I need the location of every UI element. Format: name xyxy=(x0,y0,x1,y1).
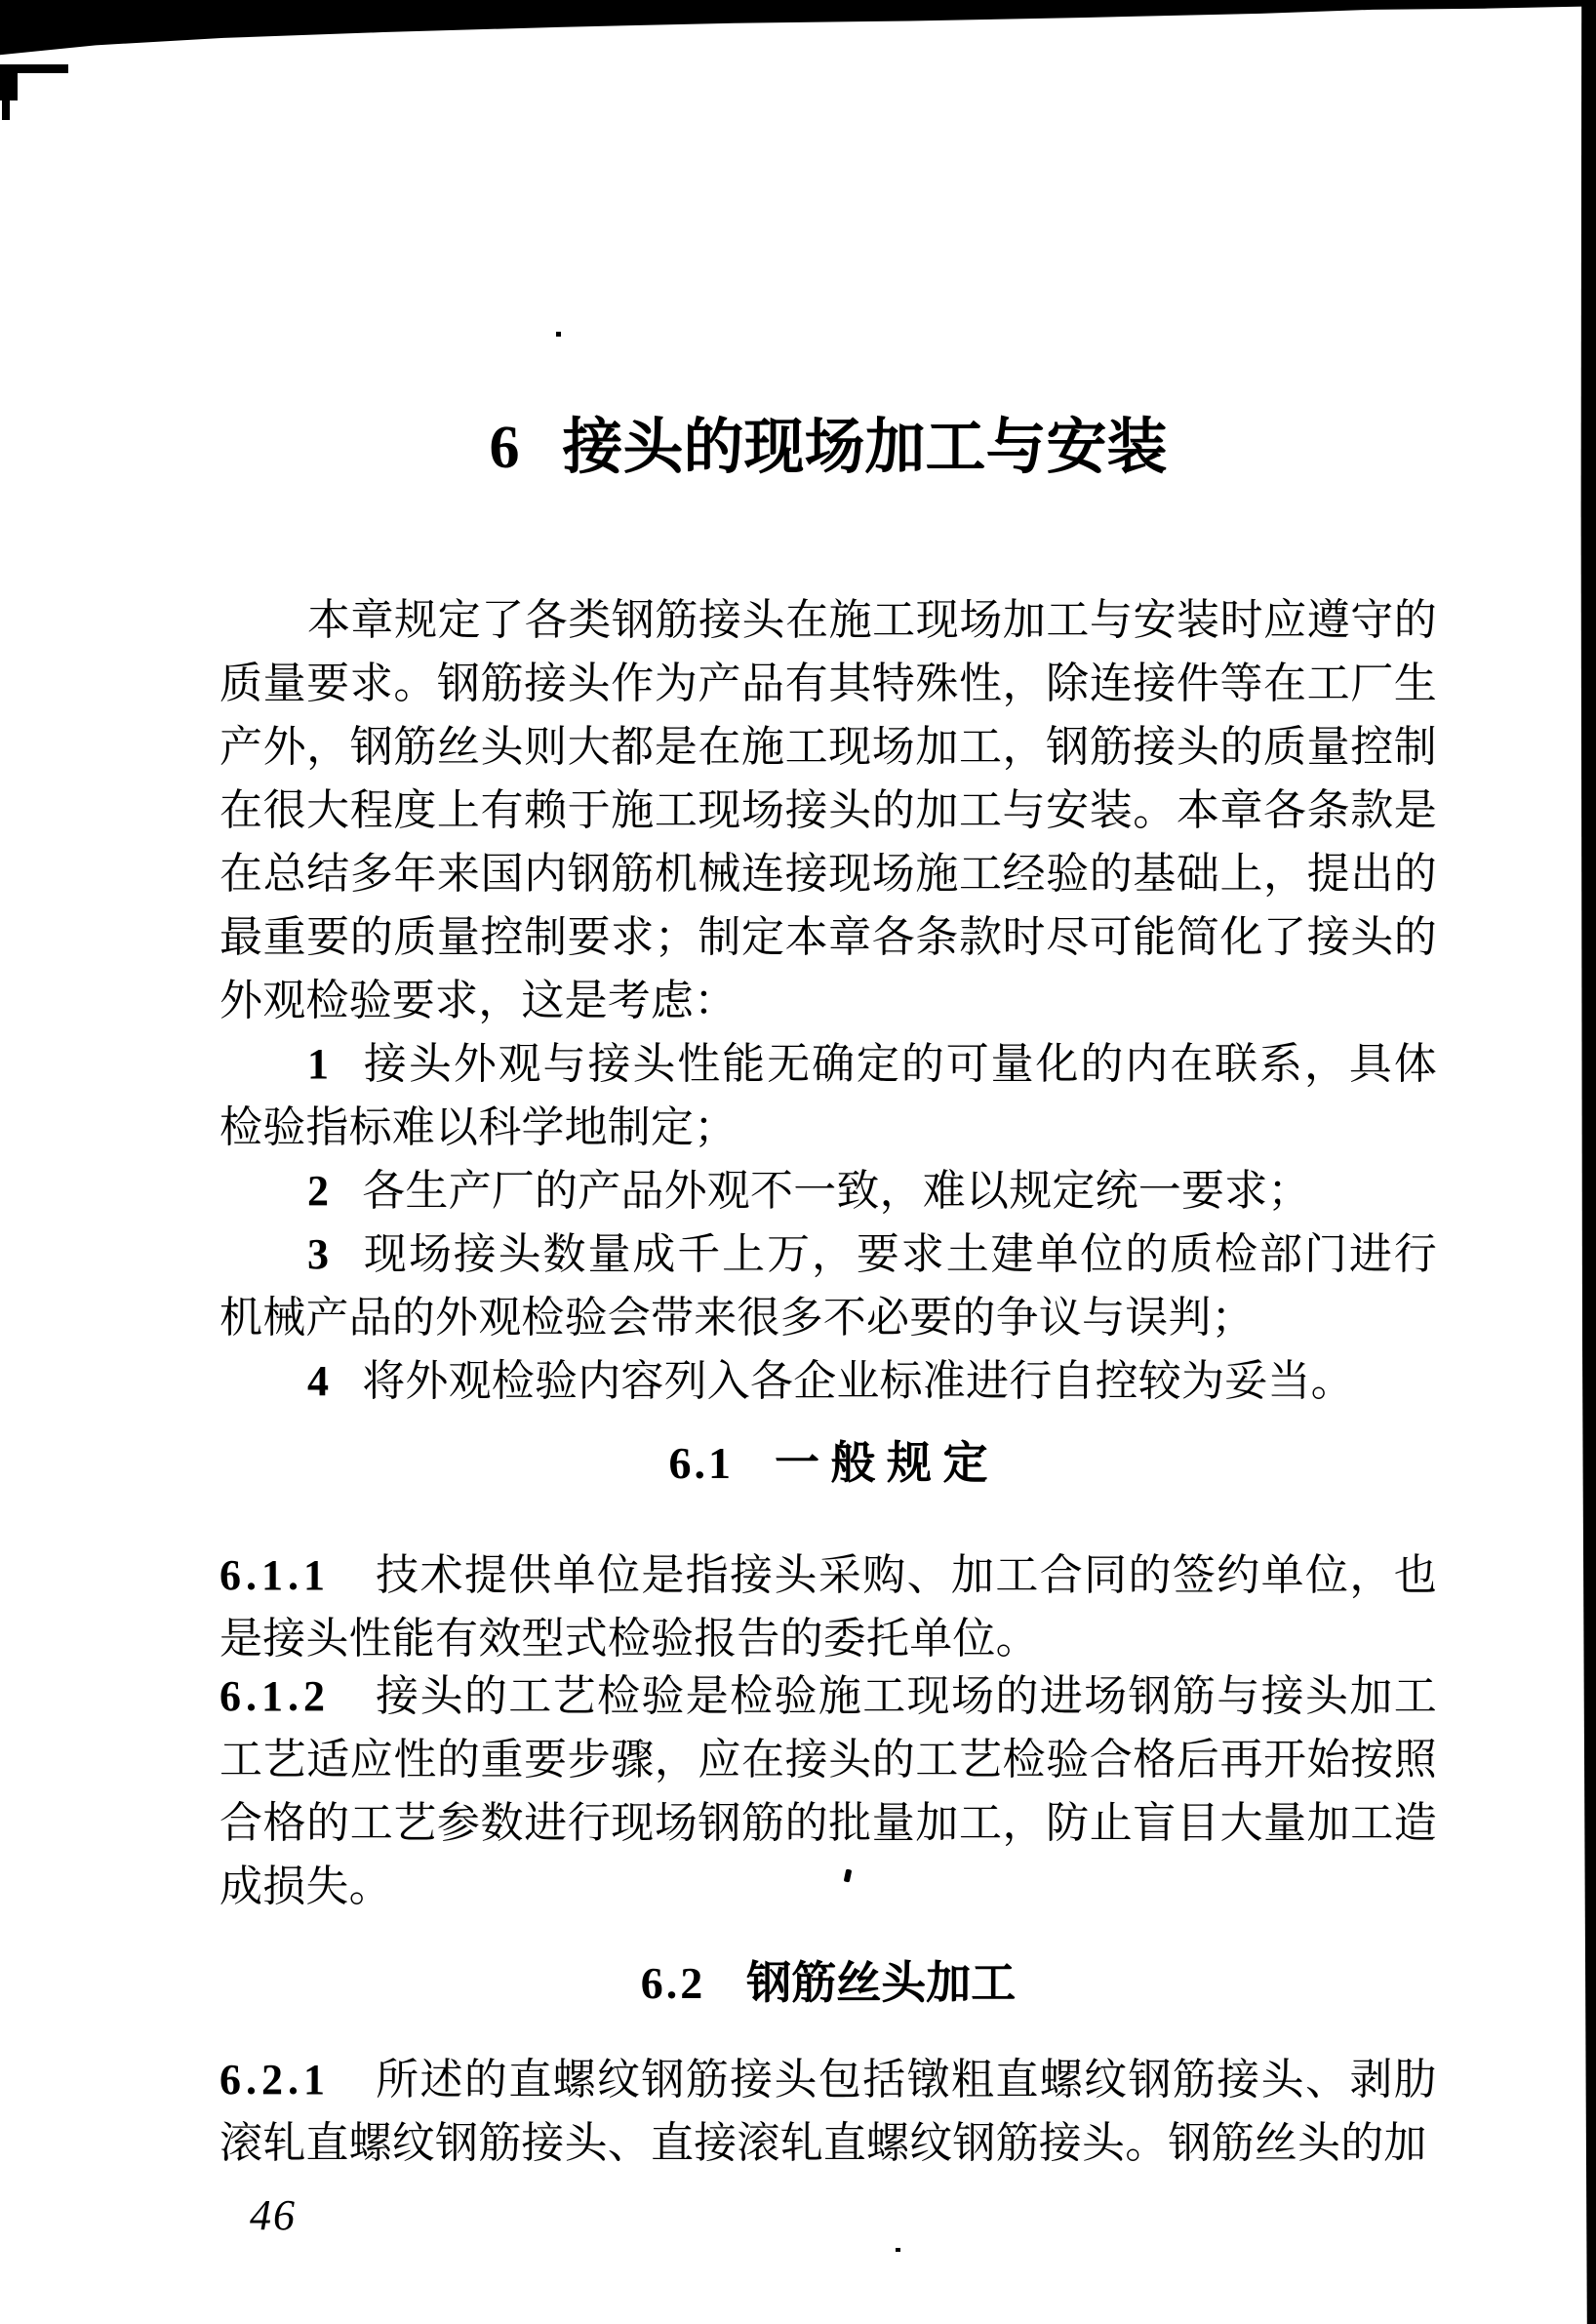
scan-speck xyxy=(896,2248,900,2252)
clause-text: 所述的直螺纹钢筋接头包括镦粗直螺纹钢筋接头、剥肋滚轧直螺纹钢筋接头、直接滚轧直螺纹钢筋接头。钢筋丝头的加 xyxy=(219,2056,1437,2167)
clause-6-1-1 xyxy=(219,1543,1437,1670)
list-item xyxy=(219,1032,1437,1159)
item-text: 接头外观与接头性能无确定的可量化的内在联系，具体检验指标难以科学地制定； xyxy=(219,1040,1437,1151)
page-number: 46 xyxy=(250,2191,297,2239)
list-item xyxy=(219,1222,1437,1349)
clause-number: 6.2.1 xyxy=(219,2056,330,2104)
clause-6-2-1 xyxy=(219,2048,1437,2175)
clause-paragraph xyxy=(219,1664,1437,1918)
scan-artifact-corner-block xyxy=(0,73,18,100)
item-number: 2 xyxy=(307,1167,330,1215)
list-item xyxy=(219,1159,1437,1222)
scan-artifact-corner-tail xyxy=(2,100,10,120)
section-number: 6.1 xyxy=(668,1438,734,1488)
intro-section xyxy=(219,588,1437,1413)
section-title-text: 一 般 规 定 xyxy=(775,1438,988,1488)
chapter-number: 6 xyxy=(489,415,520,481)
section-title-text: 钢筋丝头加工 xyxy=(746,1958,1017,2008)
clause-paragraph xyxy=(219,2048,1437,2175)
item-text: 将外观检验内容列入各企业标准进行自控较为妥当。 xyxy=(362,1357,1354,1405)
clause-6-1-2 xyxy=(219,1664,1437,1918)
clause-text: 接头的工艺检验是检验施工现场的进场钢筋与接头加工工艺适应性的重要步骤，应在接头的工艺检验合格后再开始按照合格的工艺参数进行现场钢筋的批量加工，防止盲目大量加工造成损失。 xyxy=(219,1672,1437,1910)
scan-artifact-top-bar xyxy=(0,0,1596,57)
chapter-heading xyxy=(219,414,1437,482)
item-number: 3 xyxy=(307,1230,330,1278)
item-text: 各生产厂的产品外观不一致，难以规定统一要求； xyxy=(362,1167,1311,1215)
item-number: 4 xyxy=(307,1357,330,1405)
scan-artifact-right-edge xyxy=(1576,0,1596,2324)
section-number: 6.2 xyxy=(640,1958,706,2008)
clause-number: 6.1.2 xyxy=(219,1672,330,1720)
clause-text: 技术提供单位是指接头采购、加工合同的签约单位，也是接头性能有效型式检验报告的委托单位。 xyxy=(219,1551,1437,1663)
item-number: 1 xyxy=(307,1040,330,1088)
section-heading-6-2 xyxy=(219,1954,1437,2013)
clause-paragraph xyxy=(219,1543,1437,1670)
clause-number: 6.1.1 xyxy=(219,1551,330,1599)
scan-speck xyxy=(556,332,561,337)
chapter-title-text: 接头的现场加工与安装 xyxy=(562,415,1168,481)
section-heading-6-1 xyxy=(219,1434,1437,1493)
intro-paragraph: 本章规定了各类钢筋接头在施工现场加工与安装时应遵守的质量要求。钢筋接头作为产品有其特殊性，除连接件等在工厂生产外，钢筋丝头则大都是在施工现场加工，钢筋接头的质量控制在很大程度上有赖于施工现场接头的加工与安装。本章各条款是在总结多年来国内钢筋机械连接现场施工经验的基础上，提出的最重要的质量控制要求；制定本章各条款时尽可能简化了接头的外观检验要求，这是考虑： xyxy=(219,596,1437,1024)
list-item xyxy=(219,1349,1437,1413)
item-text: 现场接头数量成千上万，要求土建单位的质检部门进行机械产品的外观检验会带来很多不必要的争议与误判； xyxy=(219,1230,1437,1342)
scan-artifact-corner-dash xyxy=(0,64,68,73)
